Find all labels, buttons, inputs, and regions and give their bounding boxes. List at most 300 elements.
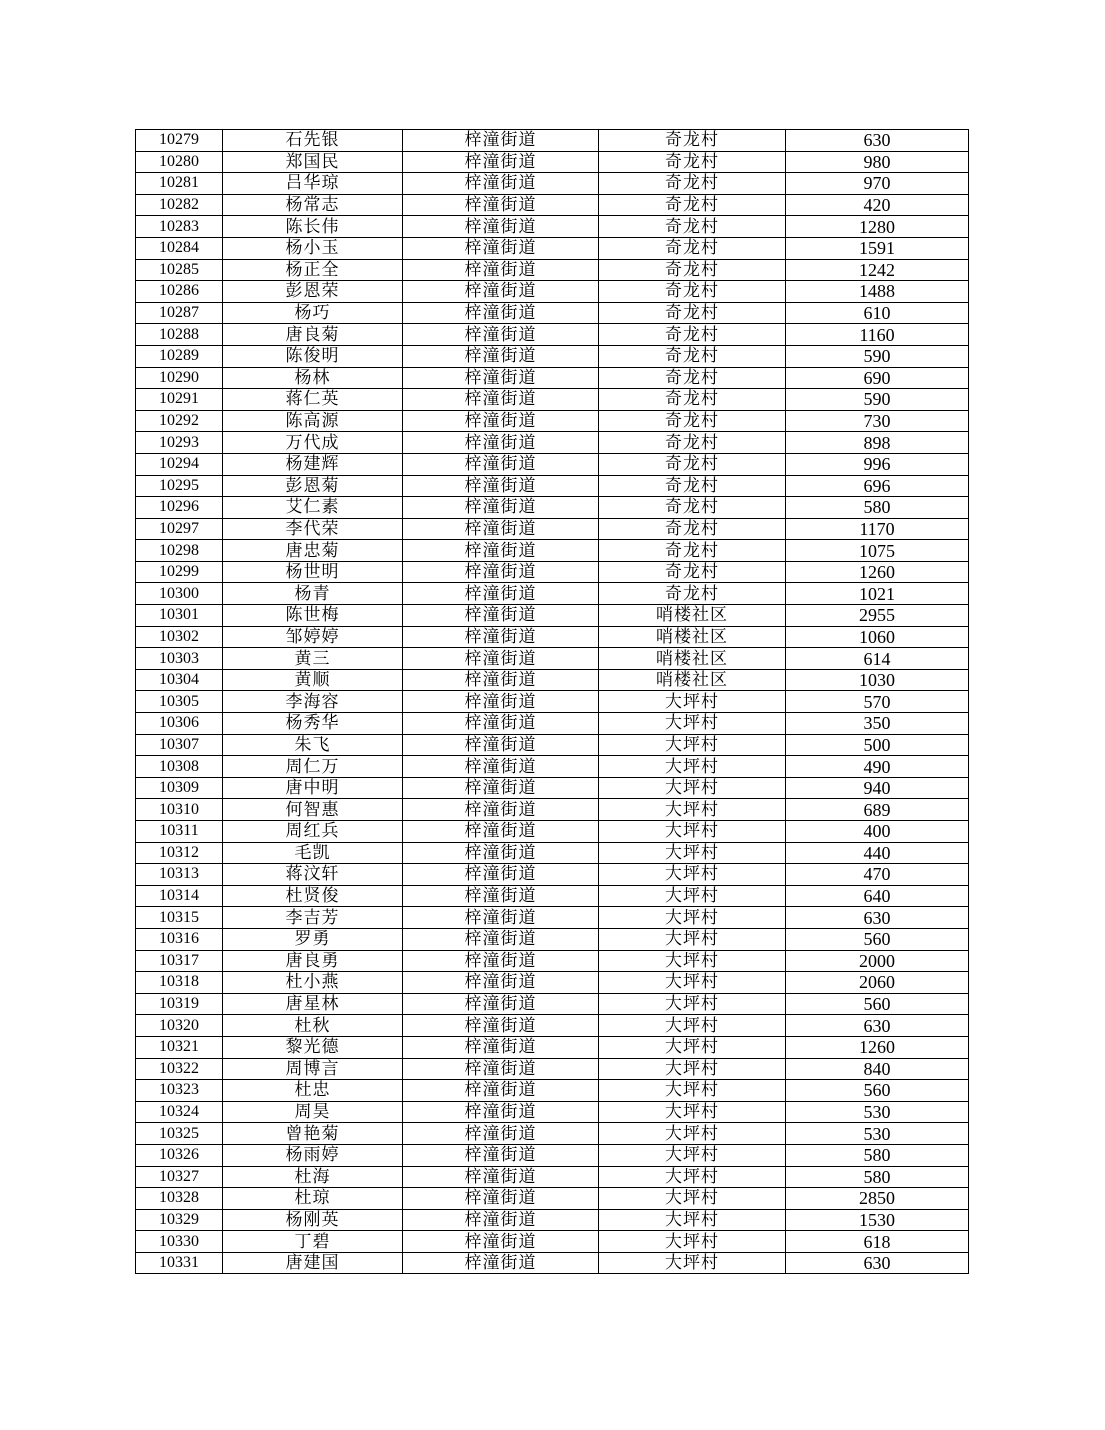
amount-cell: 610	[786, 302, 969, 324]
village-cell: 奇龙村	[599, 540, 786, 562]
street-cell: 梓潼街道	[403, 389, 599, 411]
street-cell: 梓潼街道	[403, 691, 599, 713]
id-cell: 10318	[136, 972, 223, 994]
id-cell: 10328	[136, 1188, 223, 1210]
name-cell: 杨小玉	[223, 237, 403, 259]
amount-cell: 1160	[786, 324, 969, 346]
table-row	[136, 756, 969, 778]
id-cell: 10303	[136, 648, 223, 670]
table-row	[136, 475, 969, 497]
id-cell: 10330	[136, 1231, 223, 1253]
name-cell: 陈高源	[223, 410, 403, 432]
table-row	[136, 1144, 969, 1166]
table-body	[136, 130, 969, 1274]
village-cell: 大坪村	[599, 1188, 786, 1210]
table-row	[136, 345, 969, 367]
id-cell: 10294	[136, 453, 223, 475]
amount-cell: 470	[786, 864, 969, 886]
village-cell: 大坪村	[599, 1123, 786, 1145]
amount-cell: 1488	[786, 281, 969, 303]
table-row	[136, 194, 969, 216]
village-cell: 奇龙村	[599, 302, 786, 324]
table-row	[136, 864, 969, 886]
id-cell: 10296	[136, 497, 223, 519]
name-cell: 朱飞	[223, 734, 403, 756]
name-cell: 杨巧	[223, 302, 403, 324]
id-cell: 10308	[136, 756, 223, 778]
street-cell: 梓潼街道	[403, 605, 599, 627]
table-row	[136, 605, 969, 627]
street-cell: 梓潼街道	[403, 1015, 599, 1037]
table-row	[136, 1166, 969, 1188]
name-cell: 唐良菊	[223, 324, 403, 346]
id-cell: 10329	[136, 1209, 223, 1231]
amount-cell: 940	[786, 777, 969, 799]
amount-cell: 2000	[786, 950, 969, 972]
street-cell: 梓潼街道	[403, 799, 599, 821]
street-cell: 梓潼街道	[403, 1101, 599, 1123]
table-row	[136, 497, 969, 519]
table-row	[136, 173, 969, 195]
amount-cell: 1260	[786, 561, 969, 583]
name-cell: 杨秀华	[223, 713, 403, 735]
id-cell: 10289	[136, 345, 223, 367]
id-cell: 10301	[136, 605, 223, 627]
id-cell: 10321	[136, 1036, 223, 1058]
street-cell: 梓潼街道	[403, 950, 599, 972]
name-cell: 周红兵	[223, 821, 403, 843]
street-cell: 梓潼街道	[403, 907, 599, 929]
amount-cell: 1242	[786, 259, 969, 281]
village-cell: 奇龙村	[599, 518, 786, 540]
amount-cell: 560	[786, 1080, 969, 1102]
id-cell: 10316	[136, 928, 223, 950]
village-cell: 哨楼社区	[599, 648, 786, 670]
village-cell: 大坪村	[599, 950, 786, 972]
name-cell: 陈长伟	[223, 216, 403, 238]
amount-cell: 1030	[786, 669, 969, 691]
id-cell: 10324	[136, 1101, 223, 1123]
id-cell: 10309	[136, 777, 223, 799]
name-cell: 杜忠	[223, 1080, 403, 1102]
id-cell: 10288	[136, 324, 223, 346]
street-cell: 梓潼街道	[403, 1231, 599, 1253]
village-cell: 大坪村	[599, 993, 786, 1015]
village-cell: 大坪村	[599, 734, 786, 756]
village-cell: 大坪村	[599, 1058, 786, 1080]
table-row	[136, 821, 969, 843]
name-cell: 吕华琼	[223, 173, 403, 195]
village-cell: 哨楼社区	[599, 669, 786, 691]
table-row	[136, 389, 969, 411]
name-cell: 邹婷婷	[223, 626, 403, 648]
id-cell: 10314	[136, 885, 223, 907]
name-cell: 艾仁素	[223, 497, 403, 519]
village-cell: 大坪村	[599, 799, 786, 821]
street-cell: 梓潼街道	[403, 842, 599, 864]
village-cell: 奇龙村	[599, 194, 786, 216]
name-cell: 曾艳菊	[223, 1123, 403, 1145]
name-cell: 杨林	[223, 367, 403, 389]
amount-cell: 630	[786, 1015, 969, 1037]
street-cell: 梓潼街道	[403, 410, 599, 432]
amount-cell: 730	[786, 410, 969, 432]
id-cell: 10320	[136, 1015, 223, 1037]
village-cell: 大坪村	[599, 864, 786, 886]
id-cell: 10310	[136, 799, 223, 821]
name-cell: 杨常志	[223, 194, 403, 216]
street-cell: 梓潼街道	[403, 324, 599, 346]
amount-cell: 996	[786, 453, 969, 475]
village-cell: 奇龙村	[599, 345, 786, 367]
street-cell: 梓潼街道	[403, 734, 599, 756]
id-cell: 10280	[136, 151, 223, 173]
village-cell: 奇龙村	[599, 389, 786, 411]
village-cell: 奇龙村	[599, 130, 786, 152]
table-row	[136, 518, 969, 540]
table-row	[136, 151, 969, 173]
village-cell: 大坪村	[599, 928, 786, 950]
table-row	[136, 410, 969, 432]
name-cell: 杨青	[223, 583, 403, 605]
street-cell: 梓潼街道	[403, 864, 599, 886]
street-cell: 梓潼街道	[403, 1080, 599, 1102]
table-row	[136, 216, 969, 238]
id-cell: 10323	[136, 1080, 223, 1102]
street-cell: 梓潼街道	[403, 216, 599, 238]
table-row	[136, 540, 969, 562]
id-cell: 10284	[136, 237, 223, 259]
name-cell: 杨正全	[223, 259, 403, 281]
amount-cell: 1021	[786, 583, 969, 605]
village-cell: 大坪村	[599, 1015, 786, 1037]
name-cell: 唐忠菊	[223, 540, 403, 562]
village-cell: 大坪村	[599, 1080, 786, 1102]
name-cell: 黎光德	[223, 1036, 403, 1058]
street-cell: 梓潼街道	[403, 1058, 599, 1080]
street-cell: 梓潼街道	[403, 1188, 599, 1210]
table-row	[136, 1015, 969, 1037]
amount-cell: 696	[786, 475, 969, 497]
id-cell: 10319	[136, 993, 223, 1015]
village-cell: 大坪村	[599, 885, 786, 907]
village-cell: 奇龙村	[599, 324, 786, 346]
name-cell: 蒋汶轩	[223, 864, 403, 886]
name-cell: 周昊	[223, 1101, 403, 1123]
id-cell: 10299	[136, 561, 223, 583]
village-cell: 哨楼社区	[599, 605, 786, 627]
id-cell: 10304	[136, 669, 223, 691]
village-cell: 大坪村	[599, 777, 786, 799]
amount-cell: 840	[786, 1058, 969, 1080]
id-cell: 10315	[136, 907, 223, 929]
street-cell: 梓潼街道	[403, 302, 599, 324]
village-cell: 大坪村	[599, 756, 786, 778]
amount-cell: 570	[786, 691, 969, 713]
name-cell: 石先银	[223, 130, 403, 152]
street-cell: 梓潼街道	[403, 626, 599, 648]
village-cell: 奇龙村	[599, 216, 786, 238]
id-cell: 10317	[136, 950, 223, 972]
id-cell: 10307	[136, 734, 223, 756]
amount-cell: 630	[786, 907, 969, 929]
id-cell: 10290	[136, 367, 223, 389]
street-cell: 梓潼街道	[403, 281, 599, 303]
amount-cell: 590	[786, 345, 969, 367]
street-cell: 梓潼街道	[403, 1252, 599, 1274]
street-cell: 梓潼街道	[403, 1209, 599, 1231]
street-cell: 梓潼街道	[403, 1036, 599, 1058]
name-cell: 黄顺	[223, 669, 403, 691]
name-cell: 杨建辉	[223, 453, 403, 475]
amount-cell: 440	[786, 842, 969, 864]
name-cell: 杜琼	[223, 1188, 403, 1210]
table-row	[136, 561, 969, 583]
id-cell: 10312	[136, 842, 223, 864]
id-cell: 10297	[136, 518, 223, 540]
id-cell: 10285	[136, 259, 223, 281]
id-cell: 10325	[136, 1123, 223, 1145]
name-cell: 唐中明	[223, 777, 403, 799]
data-table	[135, 129, 969, 1274]
amount-cell: 689	[786, 799, 969, 821]
village-cell: 奇龙村	[599, 410, 786, 432]
street-cell: 梓潼街道	[403, 648, 599, 670]
name-cell: 唐良勇	[223, 950, 403, 972]
table-row	[136, 259, 969, 281]
id-cell: 10287	[136, 302, 223, 324]
table-row	[136, 626, 969, 648]
table-row	[136, 799, 969, 821]
village-cell: 大坪村	[599, 1144, 786, 1166]
amount-cell: 690	[786, 367, 969, 389]
id-cell: 10300	[136, 583, 223, 605]
street-cell: 梓潼街道	[403, 1144, 599, 1166]
id-cell: 10295	[136, 475, 223, 497]
street-cell: 梓潼街道	[403, 821, 599, 843]
village-cell: 奇龙村	[599, 583, 786, 605]
table-row	[136, 972, 969, 994]
street-cell: 梓潼街道	[403, 561, 599, 583]
village-cell: 大坪村	[599, 907, 786, 929]
id-cell: 10281	[136, 173, 223, 195]
id-cell: 10331	[136, 1252, 223, 1274]
amount-cell: 2955	[786, 605, 969, 627]
amount-cell: 1060	[786, 626, 969, 648]
table-row	[136, 885, 969, 907]
id-cell: 10313	[136, 864, 223, 886]
amount-cell: 560	[786, 993, 969, 1015]
id-cell: 10298	[136, 540, 223, 562]
street-cell: 梓潼街道	[403, 497, 599, 519]
amount-cell: 560	[786, 928, 969, 950]
street-cell: 梓潼街道	[403, 259, 599, 281]
table-row	[136, 453, 969, 475]
name-cell: 杨刚英	[223, 1209, 403, 1231]
village-cell: 大坪村	[599, 713, 786, 735]
amount-cell: 630	[786, 1252, 969, 1274]
name-cell: 丁碧	[223, 1231, 403, 1253]
amount-cell: 1530	[786, 1209, 969, 1231]
table-row	[136, 1209, 969, 1231]
amount-cell: 400	[786, 821, 969, 843]
amount-cell: 1260	[786, 1036, 969, 1058]
street-cell: 梓潼街道	[403, 130, 599, 152]
amount-cell: 530	[786, 1123, 969, 1145]
amount-cell: 1170	[786, 518, 969, 540]
village-cell: 奇龙村	[599, 173, 786, 195]
id-cell: 10291	[136, 389, 223, 411]
amount-cell: 980	[786, 151, 969, 173]
table-row	[136, 691, 969, 713]
name-cell: 杜小燕	[223, 972, 403, 994]
street-cell: 梓潼街道	[403, 367, 599, 389]
table-row	[136, 713, 969, 735]
amount-cell: 898	[786, 432, 969, 454]
id-cell: 10306	[136, 713, 223, 735]
village-cell: 大坪村	[599, 1252, 786, 1274]
name-cell: 杜秋	[223, 1015, 403, 1037]
street-cell: 梓潼街道	[403, 1166, 599, 1188]
village-cell: 奇龙村	[599, 367, 786, 389]
village-cell: 大坪村	[599, 1231, 786, 1253]
village-cell: 奇龙村	[599, 475, 786, 497]
name-cell: 彭恩菊	[223, 475, 403, 497]
street-cell: 梓潼街道	[403, 756, 599, 778]
table-row	[136, 648, 969, 670]
street-cell: 梓潼街道	[403, 713, 599, 735]
id-cell: 10311	[136, 821, 223, 843]
id-cell: 10282	[136, 194, 223, 216]
village-cell: 奇龙村	[599, 453, 786, 475]
village-cell: 大坪村	[599, 1209, 786, 1231]
name-cell: 罗勇	[223, 928, 403, 950]
street-cell: 梓潼街道	[403, 885, 599, 907]
name-cell: 蒋仁英	[223, 389, 403, 411]
village-cell: 大坪村	[599, 972, 786, 994]
village-cell: 奇龙村	[599, 561, 786, 583]
data-table-container	[135, 129, 968, 1274]
table-row	[136, 734, 969, 756]
id-cell: 10283	[136, 216, 223, 238]
name-cell: 杜贤俊	[223, 885, 403, 907]
street-cell: 梓潼街道	[403, 1123, 599, 1145]
id-cell: 10279	[136, 130, 223, 152]
street-cell: 梓潼街道	[403, 237, 599, 259]
name-cell: 李代荣	[223, 518, 403, 540]
street-cell: 梓潼街道	[403, 432, 599, 454]
village-cell: 奇龙村	[599, 259, 786, 281]
table-row	[136, 950, 969, 972]
name-cell: 陈世梅	[223, 605, 403, 627]
id-cell: 10286	[136, 281, 223, 303]
amount-cell: 1075	[786, 540, 969, 562]
amount-cell: 1591	[786, 237, 969, 259]
table-row	[136, 1188, 969, 1210]
table-row	[136, 281, 969, 303]
name-cell: 唐建国	[223, 1252, 403, 1274]
street-cell: 梓潼街道	[403, 151, 599, 173]
table-row	[136, 1252, 969, 1274]
name-cell: 陈俊明	[223, 345, 403, 367]
village-cell: 大坪村	[599, 842, 786, 864]
amount-cell: 420	[786, 194, 969, 216]
table-row	[136, 583, 969, 605]
table-row	[136, 324, 969, 346]
street-cell: 梓潼街道	[403, 928, 599, 950]
table-row	[136, 993, 969, 1015]
name-cell: 何智惠	[223, 799, 403, 821]
village-cell: 奇龙村	[599, 432, 786, 454]
id-cell: 10326	[136, 1144, 223, 1166]
street-cell: 梓潼街道	[403, 669, 599, 691]
street-cell: 梓潼街道	[403, 518, 599, 540]
id-cell: 10302	[136, 626, 223, 648]
name-cell: 郑国民	[223, 151, 403, 173]
name-cell: 李吉芳	[223, 907, 403, 929]
street-cell: 梓潼街道	[403, 972, 599, 994]
table-row	[136, 1080, 969, 1102]
village-cell: 奇龙村	[599, 281, 786, 303]
name-cell: 杨世明	[223, 561, 403, 583]
village-cell: 大坪村	[599, 1101, 786, 1123]
table-row	[136, 907, 969, 929]
table-row	[136, 842, 969, 864]
street-cell: 梓潼街道	[403, 453, 599, 475]
table-row	[136, 1231, 969, 1253]
amount-cell: 580	[786, 497, 969, 519]
amount-cell: 530	[786, 1101, 969, 1123]
name-cell: 黄三	[223, 648, 403, 670]
street-cell: 梓潼街道	[403, 993, 599, 1015]
village-cell: 哨楼社区	[599, 626, 786, 648]
table-row	[136, 928, 969, 950]
table-row	[136, 1123, 969, 1145]
name-cell: 唐星林	[223, 993, 403, 1015]
table-row	[136, 777, 969, 799]
table-row	[136, 302, 969, 324]
table-row	[136, 1036, 969, 1058]
amount-cell: 640	[786, 885, 969, 907]
name-cell: 周仁万	[223, 756, 403, 778]
amount-cell: 2060	[786, 972, 969, 994]
amount-cell: 2850	[786, 1188, 969, 1210]
amount-cell: 580	[786, 1144, 969, 1166]
name-cell: 李海容	[223, 691, 403, 713]
amount-cell: 590	[786, 389, 969, 411]
village-cell: 大坪村	[599, 1166, 786, 1188]
name-cell: 周博言	[223, 1058, 403, 1080]
amount-cell: 580	[786, 1166, 969, 1188]
amount-cell: 614	[786, 648, 969, 670]
amount-cell: 618	[786, 1231, 969, 1253]
id-cell: 10305	[136, 691, 223, 713]
id-cell: 10322	[136, 1058, 223, 1080]
village-cell: 奇龙村	[599, 151, 786, 173]
street-cell: 梓潼街道	[403, 194, 599, 216]
village-cell: 大坪村	[599, 1036, 786, 1058]
amount-cell: 490	[786, 756, 969, 778]
street-cell: 梓潼街道	[403, 345, 599, 367]
village-cell: 奇龙村	[599, 237, 786, 259]
village-cell: 奇龙村	[599, 497, 786, 519]
street-cell: 梓潼街道	[403, 777, 599, 799]
id-cell: 10293	[136, 432, 223, 454]
id-cell: 10292	[136, 410, 223, 432]
amount-cell: 500	[786, 734, 969, 756]
table-row	[136, 367, 969, 389]
name-cell: 毛凯	[223, 842, 403, 864]
